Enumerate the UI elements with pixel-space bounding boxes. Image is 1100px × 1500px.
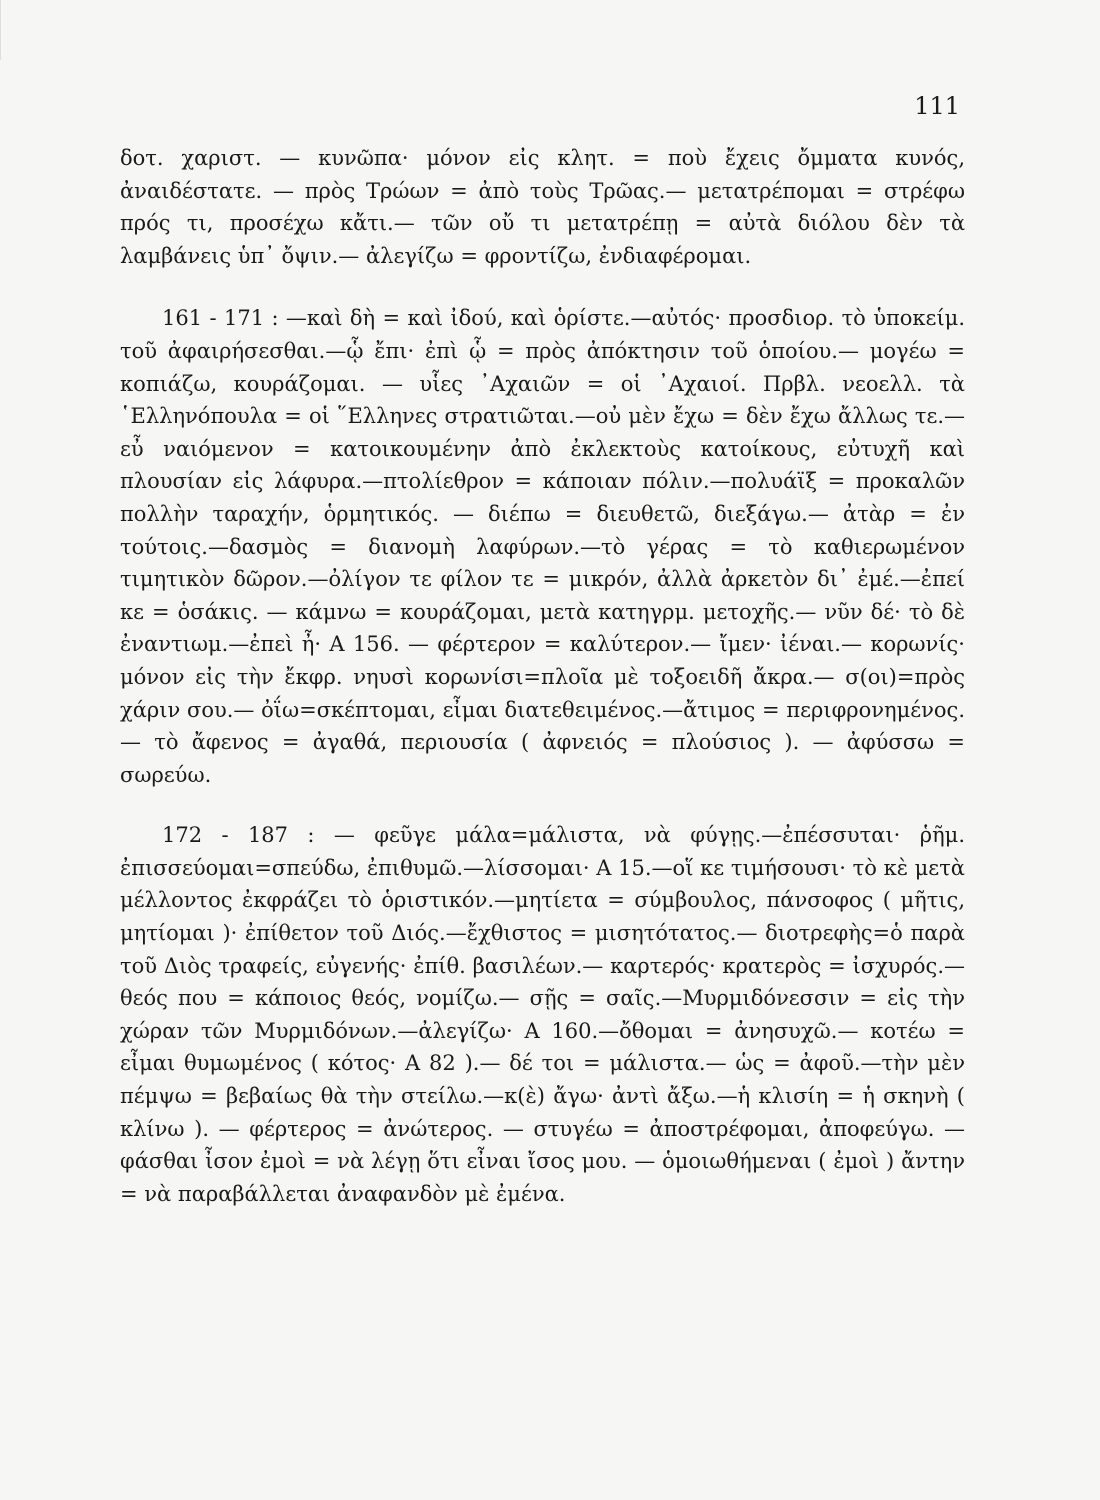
- paragraph-commentary-continuation: δοτ. χαριστ. — κυνῶπα· μόνον εἰς κλητ. = ποὺ ἔχεις ὄμματα κυνός, ἀναιδέστατε. — πρὸς Τρώων = ἀπὸ τοὺς Τρῶας.— μετατρέπομαι = στρέφω πρός τι, προσέχω κἄτι.— τῶν οὔ τι μετατρέπῃ = αὐτὰ διόλου δὲν τὰ λαμβάνεις ὑπ᾽ ὄψιν.— ἀλεγίζω = φροντίζω, ἐνδιαφέρομαι.: [120, 146, 965, 268]
- paragraph-lines-161-171: 161 - 171 : —καὶ δὴ = καὶ ἰδού, καὶ ὁρίστε.—αὐτός· προσδιορ. τὸ ὑποκείμ. τοῦ ἀφαιρήσεσθαι.—ᾧ ἔπι· ἐπὶ ᾧ = πρὸς ἀπόκτησιν τοῦ ὁποίου.— μογέω = κοπιάζω, κουράζομαι. — υἷες ᾽Αχαιῶν = οἱ ᾽Αχαιοί. Πρβλ. νεοελλ. τὰ ῾Ελληνόπουλα = οἱ ῞Ελληνες στρατιῶται.—οὐ μὲν ἔχω = δὲν ἔχω ἄλλως τε.— εὖ ναιόμενον = κατοικουμένην ἀπὸ ἐκλεκτοὺς κατοίκους, εὐτυχῆ καὶ πλουσίαν εἰς λάφυρα.—πτολίεθρον = κάποιαν πόλιν.—πολυάϊξ = προκαλῶν πολλὴν ταραχήν, ὁρμητικός. — διέπω = διευθετῶ, διεξάγω.— ἀτὰρ = ἐν τούτοις.—δασμὸς = διανομὴ λαφύρων.—τὸ γέρας = τὸ καθιερωμένον τιμητικὸν δῶρον.—ὀλίγον τε φίλον τε = μικρόν, ἀλλὰ ἀρκετὸν δι᾽ ἐμέ.—ἐπεί κε = ὁσάκις. — κάμνω = κουράζομαι, μετὰ κατηγρμ. μετοχῆς.— νῦν δέ· τὸ δὲ ἐναντιωμ.—ἐπεὶ ἦ· Α 156. — φέρτερον = καλύτερον.— ἴμεν· ἰέναι.— κορωνίς· μόνον εἰς τὴν ἔκφρ. νηυσὶ κορωνίσι=πλοῖα μὲ τοξοειδῆ ἄκρα.— σ(οι)=πρὸς χάριν σου.— ὀΐω=σκέπτομαι, εἶμαι διατεθειμένος.—ἄτιμος = περιφρονημένος.— τὸ ἄφενος = ἀγαθά, περιουσία ( ἀφνειός = πλούσιος ). — ἀφύσσω = σωρεύω.: [120, 306, 965, 787]
- page-edge-shadow: [0, 0, 61, 60]
- page-content: [120, 142, 965, 1210]
- paragraph-lines-172-187: 172 - 187 : — φεῦγε μάλα=μάλιστα, νὰ φύγῃς.—ἐπέσσυται· ῥῆμ. ἐπισσεύομαι=σπεύδω, ἐπιθυμῶ.—λίσσομαι· Α 15.—οἵ κε τιμήσουσι· τὸ κὲ μετὰ μέλλοντος ἐκφράζει τὸ ὁριστικόν.—μητίετα = σύμβουλος, πάνσοφος ( μῆτις, μητίομαι )· ἐπίθετον τοῦ Διός.—ἔχθιστος = μισητότατος.— διοτρεφὴς=ὁ παρὰ τοῦ Διὸς τραφείς, εὐγενής· ἐπίθ. βασιλέων.— καρτερός· κρατερὸς = ἰσχυρός.— θεός που = κάποιος θεός, νομίζω.— σῇς = σαῖς.—Μυρμιδόνεσσιν = εἰς τὴν χώραν τῶν Μυρμιδόνων.—ἀλεγίζω· Α 160.—ὄθομαι = ἀνησυχῶ.— κοτέω = εἶμαι θυμωμένος ( κότος· Α 82 ).— δέ τοι = μάλιστα.— ὡς = ἀφοῦ.—τὴν μὲν πέμψω = βεβαίως θὰ τὴν στείλω.—κ(ὲ) ἄγω· ἀντὶ ἄξω.—ἡ κλισίη = ἡ σκηνὴ ( κλίνω ). — φέρτερος = ἀνώτερος. — στυγέω = ἀποστρέφομαι, ἀποφεύγω. — φάσθαι ἶσον ἐμοὶ = νὰ λέγῃ ὅτι εἶναι ἴσος μου. — ὁμοιωθήμεναι ( ἐμοὶ ) ἄντην = νὰ παραβάλλεται ἀναφανδὸν μὲ ἐμένα.: [120, 823, 965, 1206]
- page-number: 111: [914, 92, 960, 120]
